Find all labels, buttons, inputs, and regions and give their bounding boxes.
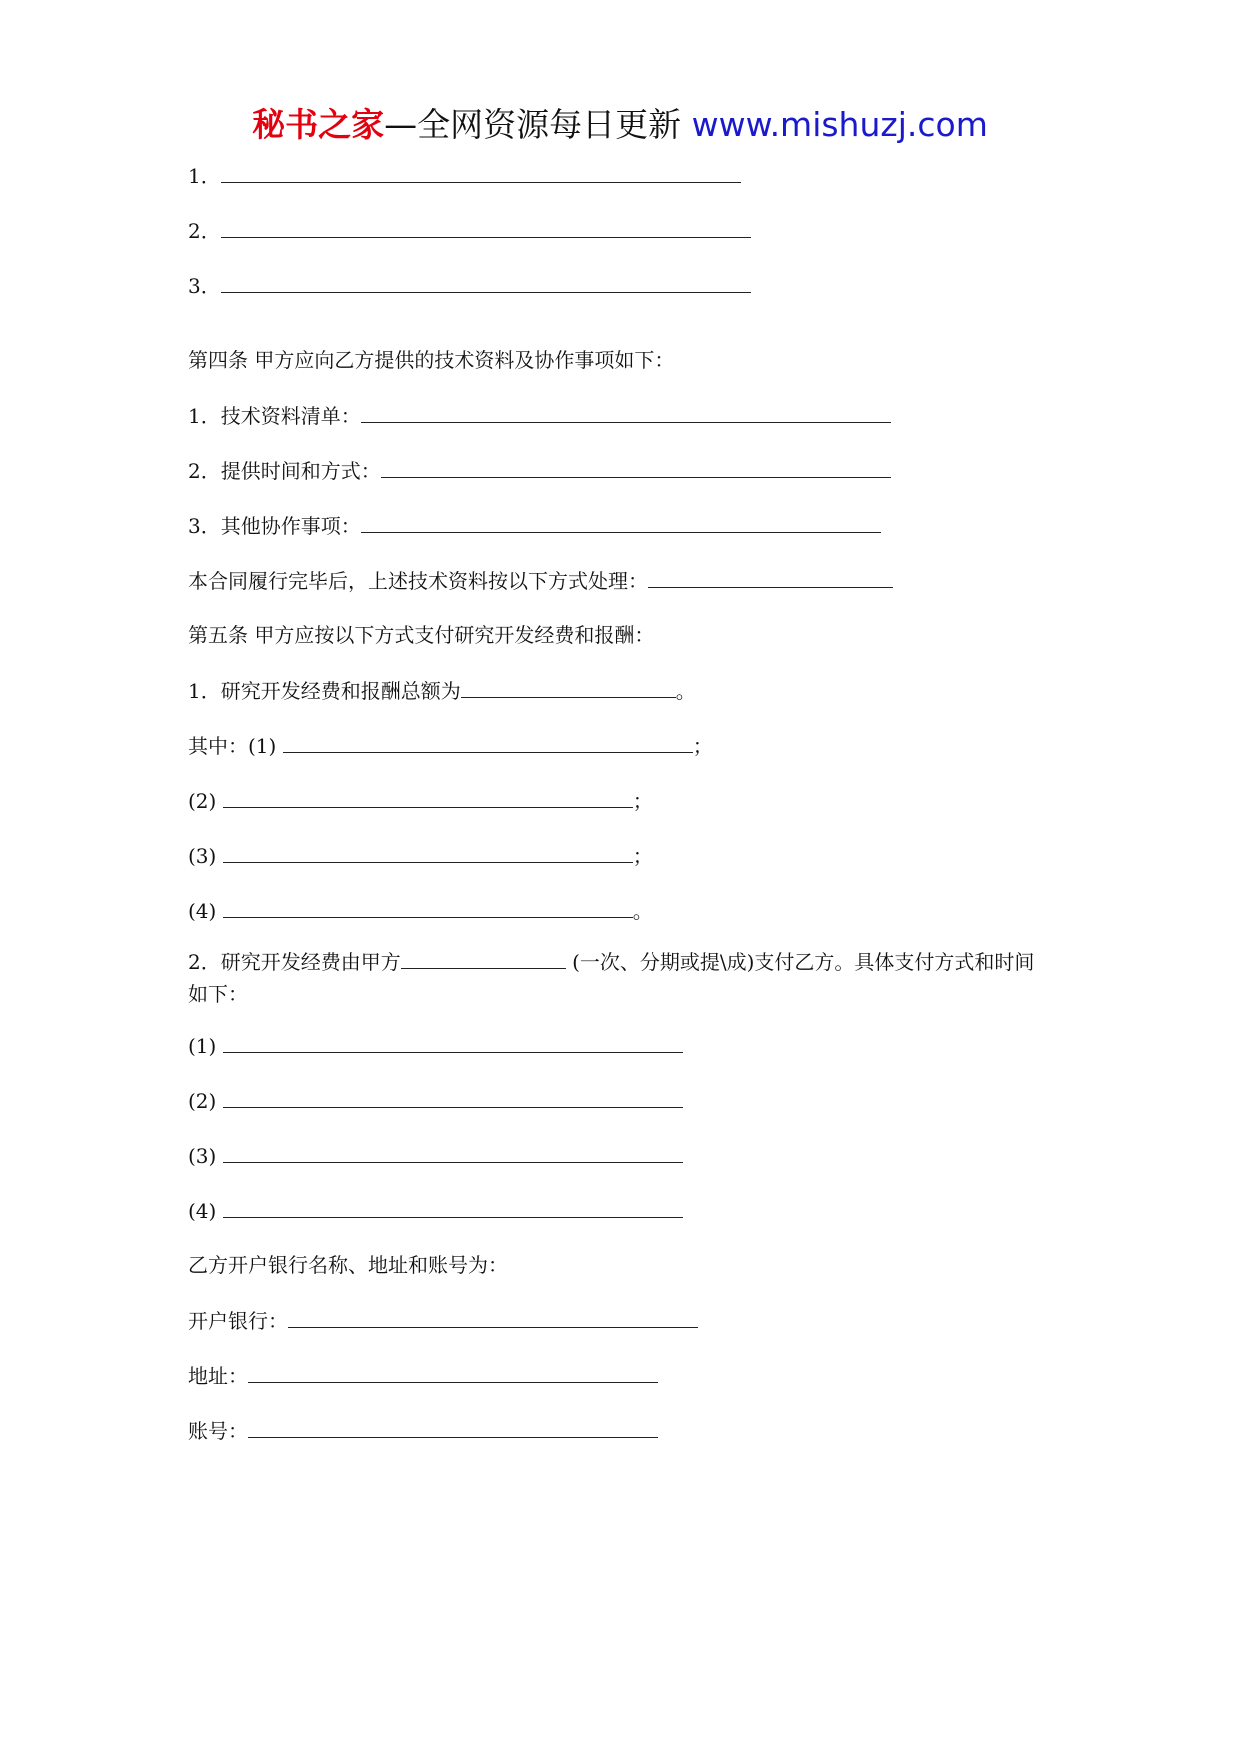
item-2-line bbox=[188, 215, 751, 246]
fill-blank[interactable] bbox=[223, 785, 633, 808]
item-label: 1． bbox=[188, 164, 221, 188]
fill-blank[interactable] bbox=[223, 1030, 683, 1053]
fill-blank[interactable] bbox=[648, 565, 893, 588]
field-label: (4) bbox=[188, 1199, 223, 1223]
payment-2-line bbox=[188, 1085, 683, 1116]
item-1-line bbox=[188, 160, 741, 191]
field-label: (4) bbox=[188, 899, 223, 923]
brand-name: 秘书之家 bbox=[252, 105, 385, 144]
field-label: (2) bbox=[188, 1089, 223, 1113]
fill-blank[interactable] bbox=[248, 1415, 658, 1438]
punctuation: 。 bbox=[675, 679, 696, 703]
fill-blank[interactable] bbox=[223, 1195, 683, 1218]
punctuation: ； bbox=[632, 789, 653, 813]
field-label: (2) bbox=[188, 789, 223, 813]
account-line bbox=[188, 1415, 658, 1446]
punctuation: 。 bbox=[632, 899, 653, 923]
fill-blank[interactable] bbox=[361, 510, 881, 533]
field-label: 1．技术资料清单： bbox=[188, 404, 361, 428]
fill-blank[interactable] bbox=[221, 160, 741, 183]
field-label: 2．研究开发经费由甲方 bbox=[188, 950, 401, 974]
payment-3-line bbox=[188, 1140, 683, 1171]
fill-blank[interactable] bbox=[223, 895, 633, 918]
other-coop-line bbox=[188, 510, 881, 541]
field-label: 开户银行： bbox=[188, 1309, 288, 1333]
field-label: 2．提供时间和方式： bbox=[188, 459, 381, 483]
fill-blank[interactable] bbox=[288, 1305, 698, 1328]
article-text: 第四条 甲方应向乙方提供的技术资料及协作事项如下： bbox=[188, 348, 675, 372]
article-5-heading bbox=[188, 620, 654, 650]
fill-blank[interactable] bbox=[221, 215, 751, 238]
fill-blank[interactable] bbox=[461, 675, 676, 698]
punctuation: ； bbox=[632, 844, 653, 868]
after-contract-line bbox=[188, 565, 893, 596]
field-label: 本合同履行完毕后，上述技术资料按以下方式处理： bbox=[188, 569, 648, 593]
item-label: 3． bbox=[188, 274, 221, 298]
fill-blank[interactable] bbox=[248, 1360, 658, 1383]
sub-item-4-line bbox=[188, 895, 653, 926]
payment-4-line bbox=[188, 1195, 683, 1226]
among-line bbox=[188, 730, 713, 761]
header-url[interactable]: www.mishuzj.com bbox=[691, 105, 988, 144]
fill-blank[interactable] bbox=[223, 1085, 683, 1108]
bank-intro-text: 乙方开户银行名称、地址和账号为： bbox=[188, 1253, 508, 1277]
field-label: (3) bbox=[188, 1144, 223, 1168]
item-3-line bbox=[188, 270, 751, 301]
fill-blank[interactable] bbox=[401, 946, 566, 969]
bank-intro-line bbox=[188, 1250, 508, 1280]
provide-time-line bbox=[188, 455, 891, 486]
field-label: 其中：(1) bbox=[188, 734, 283, 758]
tech-list-line bbox=[188, 400, 891, 431]
fill-blank[interactable] bbox=[221, 270, 751, 293]
fill-blank[interactable] bbox=[361, 400, 891, 423]
payment-1-line bbox=[188, 1030, 683, 1061]
payment-method-paragraph bbox=[188, 946, 1048, 1010]
field-label: 3．其他协作事项： bbox=[188, 514, 361, 538]
field-label: 地址： bbox=[188, 1364, 248, 1388]
article-4-heading bbox=[188, 345, 674, 375]
header-slogan: —全网资源每日更新 bbox=[384, 105, 692, 144]
payment-method-text: (一次、分期或提\成)支付乙方。具体支付方式和时间如下： bbox=[188, 950, 1035, 1006]
field-label: (3) bbox=[188, 844, 223, 868]
field-label: 1．研究开发经费和报酬总额为 bbox=[188, 679, 461, 703]
address-line bbox=[188, 1360, 658, 1391]
sub-item-3-line bbox=[188, 840, 653, 871]
page-header bbox=[0, 100, 1240, 150]
fill-blank[interactable] bbox=[381, 455, 891, 478]
bank-name-line bbox=[188, 1305, 698, 1336]
field-label: 账号： bbox=[188, 1419, 248, 1443]
fill-blank[interactable] bbox=[223, 840, 633, 863]
fill-blank[interactable] bbox=[223, 1140, 683, 1163]
punctuation: ； bbox=[692, 734, 713, 758]
sub-item-2-line bbox=[188, 785, 653, 816]
field-label: (1) bbox=[188, 1034, 223, 1058]
item-label: 2． bbox=[188, 219, 221, 243]
fill-blank[interactable] bbox=[283, 730, 693, 753]
article-text: 第五条 甲方应按以下方式支付研究开发经费和报酬： bbox=[188, 623, 655, 647]
total-amount-line bbox=[188, 675, 696, 706]
